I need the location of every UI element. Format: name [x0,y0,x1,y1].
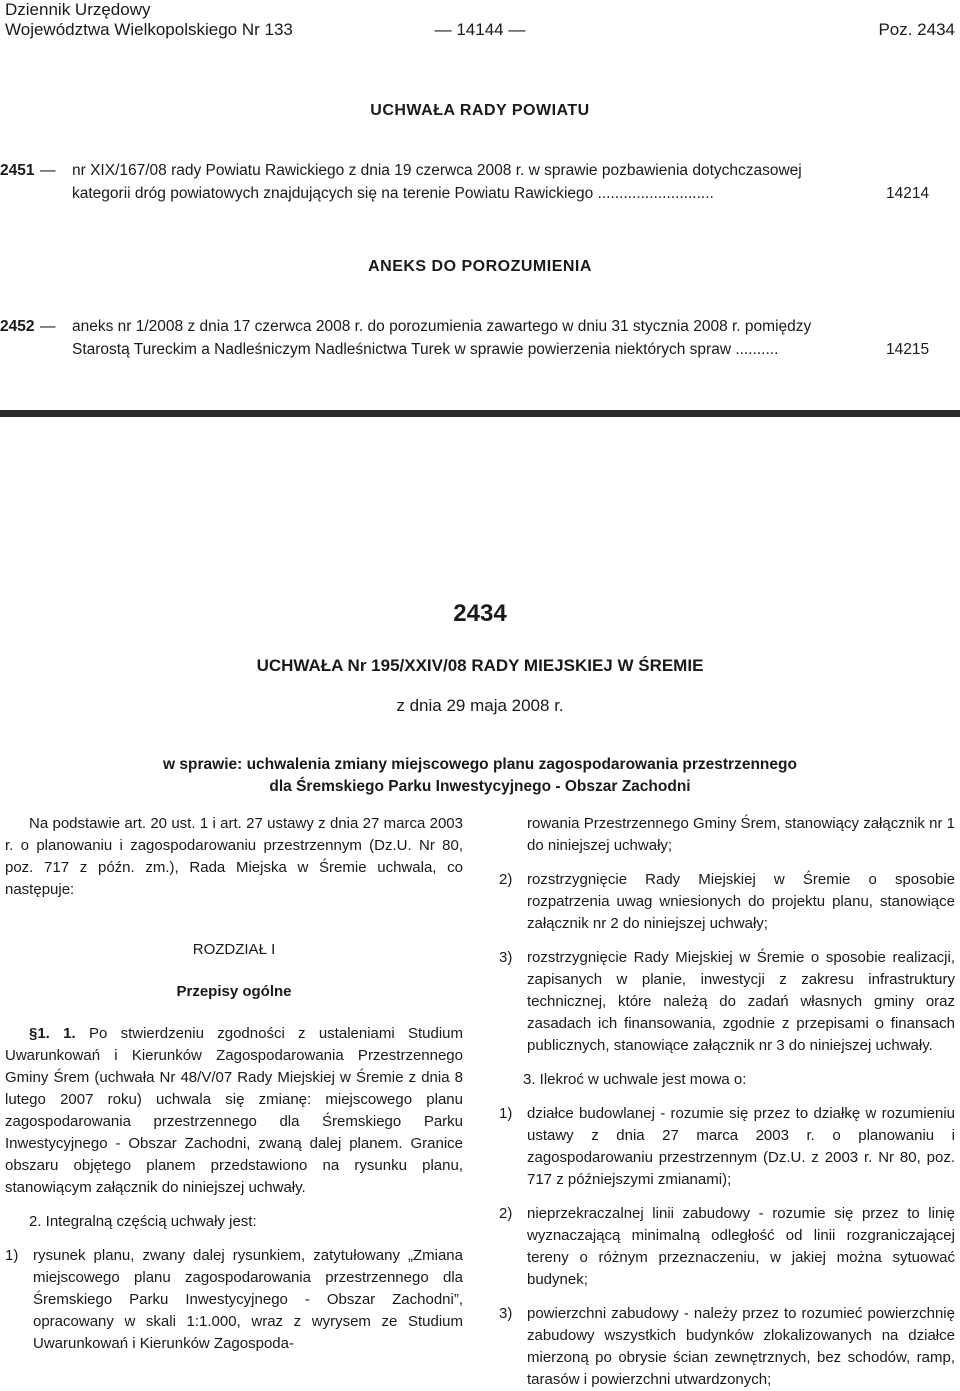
toc-entry-page: 14214 [886,185,930,202]
definition-item [499,1303,955,1391]
paragraph-3: 3. Ilekroć w uchwale jest mowa o: [523,1071,747,1088]
list-text: powierzchni zabudowy - należy przez to rozumieć powierzchnię zabudowy wszystkich budynków zlokalizowanych na działce mierzoną po obrysie ścian zewnętrznych, bez schodów, ramp, tarasów i powierzchni utwardzonych; [527,1305,955,1388]
list-marker: 2) [499,871,513,888]
toc-entry-number: 2451 [0,162,35,179]
list-text: rozstrzygnięcie Rady Miejskiej w Śremie o sposobie realizacji, zapisanych w planie, inwestycji z zakresu infrastruktury technicznej, które należą do zadań własnych gminy oraz zasadach ich finansowania, zgodnie z przepisami o finansach publicznych, stanowiące załącznik nr 3 do niniejszej uchwały. [527,949,955,1054]
right-column [499,813,955,1391]
toc-entry-line: Starostą Tureckim a Nadleśniczym Nadleśnictwa Turek w sprawie powierzenia niektórych spraw .......... [72,341,779,358]
toc-section-title-1: UCHWAŁA RADY POWIATU [370,102,590,119]
toc-entry-text [72,315,862,361]
toc-entry-dash: — [40,162,56,179]
list-text: działce budowlanej - rozumie się przez to działkę w rozumieniu ustawy z dnia 27 marca 2003 r. o planowaniu i zagospodarowaniu przestrzennym (Dz.U. z 2003 r. Nr 80, poz. 717 z późniejszymi zmianami); [527,1105,955,1188]
list-marker: 3) [499,949,513,966]
toc-entry-text [72,159,862,205]
preamble: Na podstawie art. 20 ust. 1 i art. 27 ustawy z dnia 27 marca 2003 r. o planowaniu i zagospodarowaniu przestrzennym (Dz.U. Nr 80, poz. 717 z późn. zm.), Rada Miejska w Śremie uchwala, co następuje: [5,815,463,898]
position-label: Poz. 2434 [878,20,955,39]
section-divider [0,410,960,417]
journal-title-line1: Dziennik Urzędowy [5,0,151,19]
paragraph-label: §1. 1. [29,1025,76,1042]
toc-entry-line: kategorii dróg powiatowych znajdujących się na terenie Powiatu Rawickiego ........................... [72,185,714,202]
list-marker: 3) [499,1305,513,1322]
toc-entry-number: 2452 [0,318,35,335]
toc-section-title-2: ANEKS DO POROZUMIENIA [368,258,592,275]
paragraph-2: 2. Integralną częścią uchwały jest: [29,1213,257,1230]
list-item [499,947,955,1057]
list-item [5,1245,463,1355]
list-marker: 2) [499,1205,513,1222]
page-number: — 14144 — [434,20,526,39]
toc-entry-dash: — [40,318,56,335]
definition-item [499,1203,955,1291]
document-number: 2434 [453,600,507,627]
chapter-heading: ROZDZIAŁ I [192,941,276,958]
list-item [499,869,955,935]
document-subject-line: dla Śremskiego Parku Inwestycyjnego - Obszar Zachodni [269,778,691,795]
list-marker: 1) [5,1247,19,1264]
toc-entry-line: aneks nr 1/2008 z dnia 17 czerwca 2008 r. do porozumienia zawartego w dniu 31 stycznia 2008 r. pomiędzy [72,318,812,335]
definition-item [499,1103,955,1191]
continuation-text: rowania Przestrzennego Gminy Śrem, stanowiący załącznik nr 1 do niniejszej uchwały; [527,815,955,854]
document-date: z dnia 29 maja 2008 r. [396,696,564,715]
left-column [5,813,463,1355]
journal-title-line2: Województwa Wielkopolskiego Nr 133 [5,20,293,39]
paragraph-text: Po stwierdzeniu zgodności z ustaleniami Studium Uwarunkowań i Kierunków Zagospodarowania Przestrzennego Gminy Śrem (uchwała Nr 48/V/07 Rady Miejskiej w Śremie z dnia 8 lutego 2007 roku) uchwala się zmianę: miejscowego planu zagospodarowania przestrzennego dla Śremskiego Parku Inwestycyjnego - Obszar Zachodni, zwaną dalej planem. Granice obszaru objętego planem przedstawiono na rysunku planu, stanowiącym załącznik do niniejszej uchwały. [5,1025,464,1196]
document-title: UCHWAŁA Nr 195/XXIV/08 RADY MIEJSKIEJ W ŚREMIE [256,656,704,675]
list-text: rozstrzygnięcie Rady Miejskiej w Śremie o sposobie rozpatrzenia uwag wniesionych do projektu planu, stanowiące załącznik nr 2 do niniejszej uchwały; [527,871,955,932]
document-subject-line: w sprawie: uchwalenia zmiany miejscowego planu zagospodarowania przestrzennego [163,756,797,773]
chapter-title: Przepisy ogólne [176,983,292,1000]
paragraph-1 [5,1023,463,1199]
list-marker: 1) [499,1105,513,1122]
toc-entry-page: 14215 [886,341,930,358]
list-text: rysunek planu, zwany dalej rysunkiem, zatytułowany „Zmiana miejscowego planu zagospodarowania przestrzennego dla Śremskiego Parku Inwestycyjnego - Obszar Zachodni”, opracowany w skali 1:1.000, wraz z wyrysem ze Studium Uwarunkowań i Kierunków Zagospoda- [33,1247,463,1352]
list-text: nieprzekraczalnej linii zabudowy - rozumie się przez to linię wyznaczającą minimalną odległość od linii rozgraniczającej tereny o różnym przeznaczeniu, w jakiej można sytuować budynek; [527,1205,955,1288]
toc-entry-line: nr XIX/167/08 rady Powiatu Rawickiego z dnia 19 czerwca 2008 r. w sprawie pozbawienia dotychczasowej [72,162,802,179]
document-subject [0,754,960,798]
